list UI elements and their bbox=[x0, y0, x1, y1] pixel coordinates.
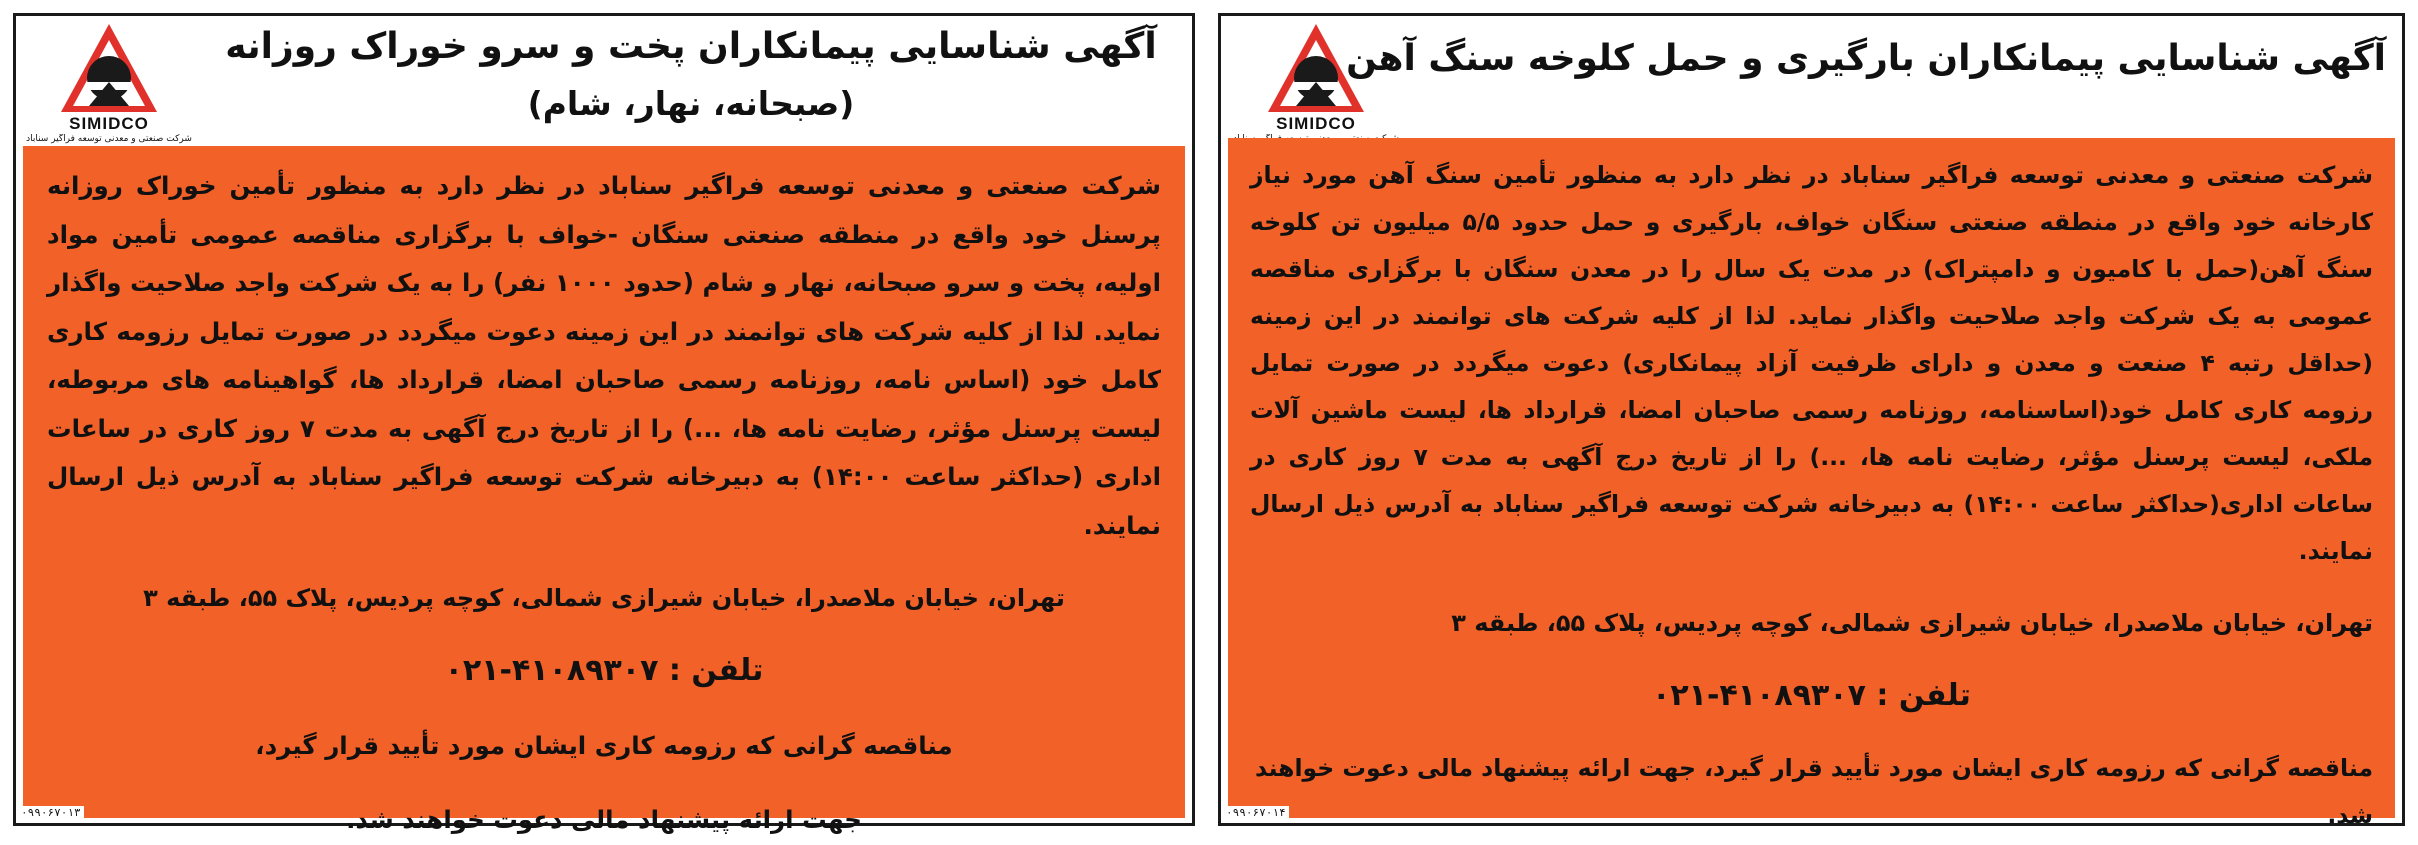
ad-body bbox=[23, 146, 1185, 834]
phone-number: ۰۲۱-۴۱۰۸۹۳۰۷ bbox=[1652, 678, 1866, 713]
ad-closing: مناقصه گرانی که رزومه کاری ایشان مورد تأیید قرار گیرد، جهت ارائه پیشنهاد مالی دعوت خواهند شد. bbox=[1255, 753, 2373, 829]
ad-body bbox=[1228, 138, 2395, 829]
logo-name: SIMIDCO bbox=[69, 114, 149, 133]
ad-body-text: شرکت صنعتی و معدنی توسعه فراگیر سناباد در نظر دارد به منظور تأمین سنگ آهن مورد نیاز کارخانه خود واقع در منطقه صنعتی سنگان خواف، بارگیری و حمل حدود ۵/۵ میلیون تن کلوخه سنگ آهن(حمل با کامیون و دامپتراک) در مدت یک سال را در معدن سنگان با برگزاری مناقصه عمومی به یک شرکت واجد صلاحیت واگذار نماید. لذا از کلیه شرکت های توانمند در این زمینه (حداقل رتبه ۴ صنعت و معدن و دارای ظرفیت آزاد پیمانکاری) دعوت میگردد در صورت تمایل رزومه کاری کامل خود(اساسنامه، روزنامه رسمی صاحبان امضا، قرارداد ها، لیست ماشین آلات ملکی، لیست پرسنل مؤثر، رضایت نامه ها، ...) را از تاریخ درج آگهی به مدت ۷ روز کاری در ساعات اداری(حداکثر ساعت ۱۴:۰۰) به دبیرخانه شرکت توسعه فراگیر سناباد به آدرس ذیل ارسال نمایند. bbox=[1250, 161, 2373, 565]
logo-name: SIMIDCO bbox=[1276, 114, 1356, 133]
phone-label: تلفن : bbox=[1876, 678, 1971, 713]
ad-food-catering bbox=[13, 13, 1195, 834]
ad-phone bbox=[1250, 671, 2373, 721]
phone-number: ۰۲۱-۴۱۰۸۹۳۰۷ bbox=[444, 653, 659, 688]
ad-closing-line-1: مناقصه گرانی که رزومه کاری ایشان مورد تأیید قرار گیرد، bbox=[255, 730, 953, 760]
ad-closing-line-2: جهت ارائه پیشنهاد مالی دعوت خواهند شد. bbox=[346, 805, 862, 834]
logo-triangle-icon bbox=[59, 22, 159, 114]
ad-phone bbox=[47, 646, 1161, 696]
ad-code: ۰۹۹۰۶۷۰۱۴ bbox=[1223, 806, 1289, 819]
ad-title: آگهی شناسایی پیمانکاران بارگیری و حمل کلوخه سنگ آهن bbox=[1346, 38, 2386, 79]
ad-subtitle: (صبحانه، نهار، شام) bbox=[527, 84, 855, 123]
ad-iron-ore-loading bbox=[1218, 13, 2405, 829]
ad-address: تهران، خیابان ملاصدرا، خیابان شیرازی شمالی، کوچه پردیس، پلاک ۵۵، طبقه ۳ bbox=[143, 584, 1065, 612]
phone-label: تلفن : bbox=[668, 653, 764, 688]
ad-body-text: شرکت صنعتی و معدنی توسعه فراگیر سناباد در نظر دارد به منظور تأمین خوراک روزانه پرسنل خود واقع در منطقه صنعتی سنگان -خواف با برگزاری مناقصه عمومی تأمین مواد اولیه، پخت و سرو صبحانه، نهار و شام (حدود ۱۰۰۰ نفر) را به یک شرکت واجد صلاحیت واگذار نماید. لذا از کلیه شرکت های توانمند در این زمینه دعوت میگردد در صورت تمایل رزومه کاری کامل خود (اساس نامه، روزنامه رسمی صاحبان امضا، قرارداد ها، گواهینامه های مربوطه، لیست پرسنل مؤثر، رضایت نامه ها، ...) را از تاریخ درج آگهی به مدت ۷ روز کاری در ساعات اداری (حداکثر ساعت ۱۴:۰۰) به دبیرخانه شرکت توسعه فراگیر سناباد به آدرس ذیل ارسال نمایند. bbox=[47, 171, 1162, 540]
ad-address: تهران، خیابان ملاصدرا، خیابان شیرازی شمالی، کوچه پردیس، پلاک ۵۵، طبقه ۳ bbox=[1451, 609, 2373, 637]
ad-code: ۰۹۹۰۶۷۰۱۳ bbox=[18, 806, 84, 819]
company-logo bbox=[24, 22, 194, 152]
logo-company-name: شرکت صنعتی و معدنی توسعه فراگیر سناباد bbox=[26, 134, 192, 144]
ad-title: آگهی شناسایی پیمانکاران پخت و سرو خوراک روزانه bbox=[225, 26, 1157, 67]
